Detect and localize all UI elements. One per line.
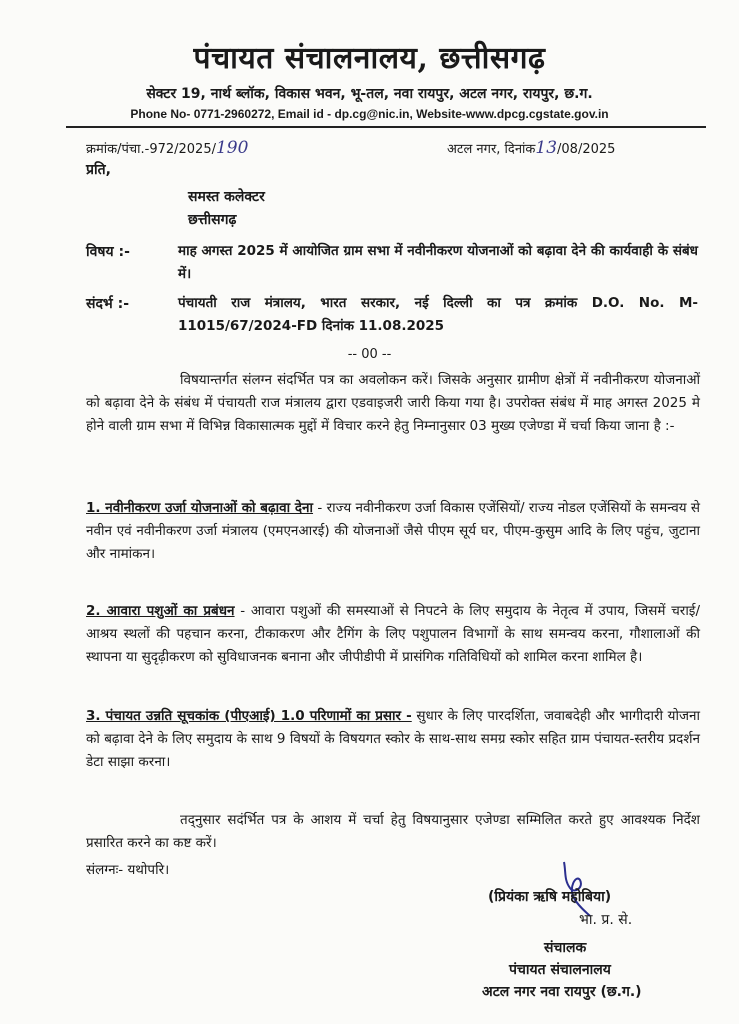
letterhead-contact: Phone No- 0771-2960272, Email id - dp.cg@nic.in, Website-www.dpcg.cgstate.gov.in xyxy=(130,107,609,121)
letter-date-day-handwritten: 13 xyxy=(535,138,558,158)
recipient-line1: समस्त कलेक्टर xyxy=(188,189,265,205)
recipient-line2: छत्तीसगढ़ xyxy=(188,212,237,228)
agenda-item-1-heading: 1. नवीनीकरण उर्जा योजनाओं को बढ़ावा देना xyxy=(86,500,314,516)
signatory-office: पंचायत संचालनालय xyxy=(509,962,611,978)
letter-date xyxy=(447,138,615,158)
signatory-name: (प्रियंका ऋषि महोबिया) xyxy=(488,889,612,905)
reference-label: संदर्भ :- xyxy=(86,296,130,312)
letter-date-rest: /08/2025 xyxy=(557,142,616,157)
agenda-item-3-text: सुधार के लिए पारदर्शिता, जवाबदेही और भागीदारी योजना को बढ़ावा देने के लिए समुदाय के साथ 9 विषयों के विषयगत स्कोर के साथ-साथ समग्र स्कोर सहित ग्राम पंचायत-स्तरीय प्रदर्शन डेटा साझा करना। xyxy=(86,708,700,770)
header-divider xyxy=(66,126,706,128)
reference-text: पंचायती राज मंत्रालय, भारत सरकार, नई दिल्ली का पत्र क्रमांक D.O. No. M-11015/67/2024-FD दिनांक 11.08.2025 xyxy=(178,295,698,334)
subject-text: माह अगस्त 2025 में आयोजित ग्राम सभा में नवीनीकरण योजनाओं को बढ़ावा देने की कार्यवाही के संबंध में। xyxy=(178,243,698,282)
reference-number-handwritten: 190 xyxy=(215,138,249,158)
agenda-item-1-text: - राज्य नवीनीकरण उर्जा विकास एजेंसियों/ राज्य नोडल एजेंसियों के समन्वय से नवीन एवं नवीनीकरण उर्जा मंत्रालय (एमएनआरई) की योजनाओं जैसे पीएम सूर्य घर, पीएम-कुसुम आदि के लिए पहुंच, जुटाना और नामांकन। xyxy=(86,500,701,562)
signatory-place: अटल नगर नवा रायपुर (छ.ग.) xyxy=(482,984,642,1000)
reference-number-prefix: क्रमांक/पंचा.-972/2025/ xyxy=(86,142,216,157)
prati-label: प्रति, xyxy=(86,162,111,178)
agenda-item-2 xyxy=(86,600,700,669)
agenda-item-3-heading: 3. पंचायत उन्नति सूचकांक (पीएआई) 1.0 परिणामों का प्रसार - xyxy=(86,708,412,724)
separator: -- 00 -- xyxy=(347,347,392,362)
agenda-item-3 xyxy=(86,705,700,774)
agenda-item-2-heading: 2. आवारा पशुओं का प्रबंधन xyxy=(86,603,235,619)
letter-date-prefix: अटल नगर, दिनांक xyxy=(447,142,536,157)
agenda-item-1 xyxy=(86,497,700,566)
signatory-designation: संचालक xyxy=(544,940,587,956)
enclosure-note: संलग्नः- यथोपरि। xyxy=(86,862,170,878)
letterhead-address: सेक्टर 19, नार्थ ब्लॉक, विकास भवन, भू-तल, नवा रायपुर, अटल नगर, रायपुर, छ.ग. xyxy=(146,86,593,102)
agenda-item-2-text: - आवारा पशुओं की समस्याओं से निपटने के लिए समुदाय के नेतृत्व में उपाय, जिसमें चराई/आश्रय स्थलों की पहचान करना, टीकाकरण और टैगिंग के लिए पशुपालन विभागों के साथ समन्वय करना, गौशालाओं की स्थापना या सुदृढ़ीकरण को सुविधाजनक बनाना और जीपीडीपी में प्रासंगिक गतिविधियों को शामिल करना शामिल है। xyxy=(86,603,700,665)
reference-number xyxy=(86,138,248,158)
letterhead-title: पंचायत संचालनालय, छत्तीसगढ़ xyxy=(193,41,546,76)
closing-paragraph: तद्नुसार सदंर्भित पत्र के आशय में चर्चा हेतु विषयानुसार एजेण्डा सम्मिलित करते हुए आवश्यक निर्देश प्रसारित करने का कष्ट करें। xyxy=(86,812,700,851)
signatory-service: भा. प्र. से. xyxy=(579,912,633,928)
subject-label: विषय :- xyxy=(86,244,130,260)
intro-paragraph: विषयान्तर्गत संलग्न संदर्भित पत्र का अवलोकन करें। जिसके अनुसार ग्रामीण क्षेत्रों में नवीनीकरण योजनाओं को बढ़ावा देने के संबंध में पंचायती राज मंत्रालय द्वारा एडवाइजरी जारी किया गया है। उपरोक्त संबंध में माह अगस्त 2025 मे होने वाली ग्राम सभा में विभिन्न विकासात्मक मुद्दों में विचार करने हेतु निम्नानुसार 03 मुख्य एजेण्डा में चर्चा किया जाना है :- xyxy=(86,372,700,434)
